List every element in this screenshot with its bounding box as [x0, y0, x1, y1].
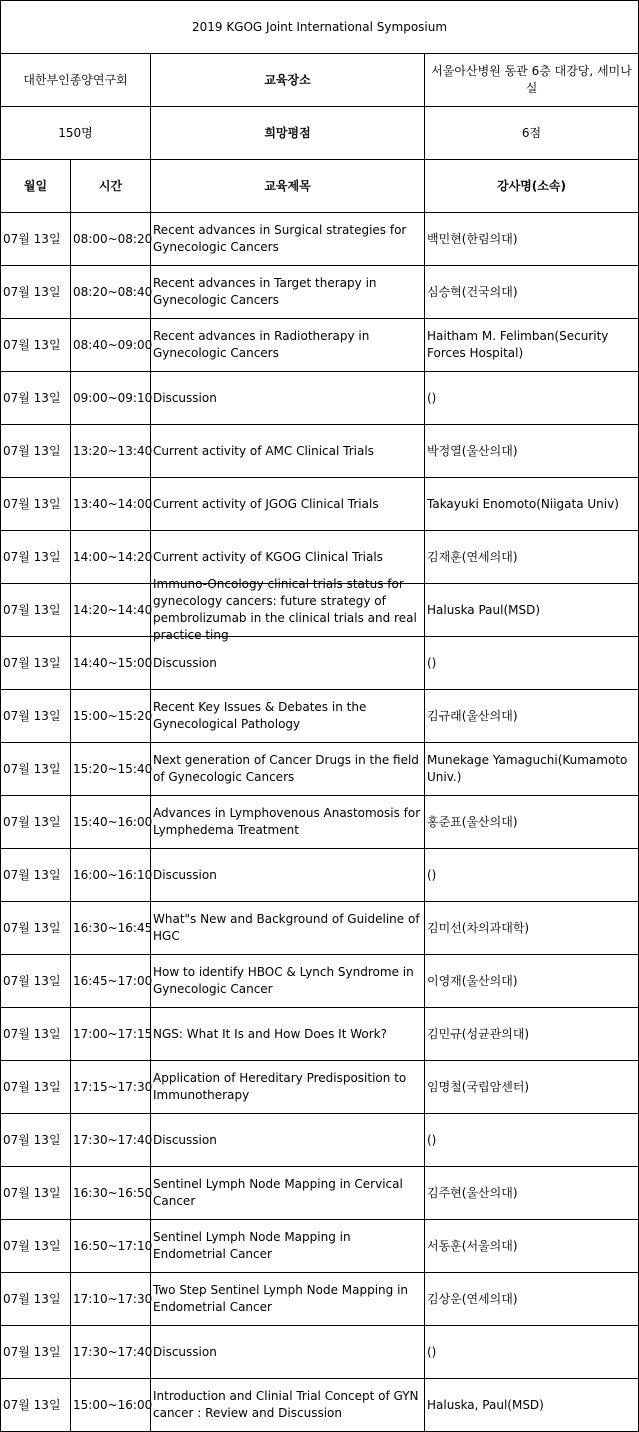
row-time: 08:20~08:40	[71, 266, 151, 319]
row-time: 08:40~09:00	[71, 319, 151, 372]
row-subject: Current activity of KGOG Clinical Trials	[151, 531, 425, 584]
table-row	[1, 1008, 639, 1061]
row-subject: Recent Key Issues & Debates in the Gynecological Pathology	[151, 690, 425, 743]
row-subject: Current activity of AMC Clinical Trials	[151, 425, 425, 478]
row-date: 07월 13일	[1, 213, 71, 266]
row-subject: Application of Hereditary Predisposition to Immunotherapy	[151, 1061, 425, 1114]
row-subject: Discussion	[151, 637, 425, 690]
row-speaker: ()	[425, 1326, 639, 1379]
row-time: 17:15~17:30	[71, 1061, 151, 1114]
row-date: 07월 13일	[1, 1061, 71, 1114]
row-speaker: 심승혁(건국의대)	[425, 266, 639, 319]
row-speaker: 김상운(연세의대)	[425, 1273, 639, 1326]
table-row	[1, 1220, 639, 1273]
row-subject: Recent advances in Surgical strategies for Gynecologic Cancers	[151, 213, 425, 266]
table-row	[1, 584, 639, 637]
row-time: 09:00~09:10	[71, 372, 151, 425]
row-date: 07월 13일	[1, 531, 71, 584]
row-speaker: 서동훈(서울의대)	[425, 1220, 639, 1273]
row-time: 15:20~15:40	[71, 743, 151, 796]
row-subject: Discussion	[151, 849, 425, 902]
row-speaker: 홍준표(울산의대)	[425, 796, 639, 849]
row-subject: Current activity of JGOG Clinical Trials	[151, 478, 425, 531]
row-speaker: 김주현(울산의대)	[425, 1167, 639, 1220]
table-row	[1, 266, 639, 319]
table-row	[1, 1114, 639, 1167]
row-speaker: 김규래(울산의대)	[425, 690, 639, 743]
row-speaker: ()	[425, 372, 639, 425]
location-row	[1, 54, 639, 107]
row-time: 16:30~16:50	[71, 1167, 151, 1220]
capacity-cell: 150명	[1, 107, 151, 160]
row-date: 07월 13일	[1, 425, 71, 478]
capacity-row	[1, 107, 639, 160]
row-date: 07월 13일	[1, 849, 71, 902]
table-row	[1, 425, 639, 478]
table-row	[1, 319, 639, 372]
table-row	[1, 1273, 639, 1326]
row-date: 07월 13일	[1, 1167, 71, 1220]
table-row	[1, 637, 639, 690]
row-date: 07월 13일	[1, 372, 71, 425]
row-date: 07월 13일	[1, 1220, 71, 1273]
rating-label: 희망평점	[151, 107, 425, 160]
row-date: 07월 13일	[1, 902, 71, 955]
row-date: 07월 13일	[1, 266, 71, 319]
table-row	[1, 849, 639, 902]
row-date: 07월 13일	[1, 478, 71, 531]
row-time: 14:40~15:00	[71, 637, 151, 690]
row-time: 17:00~17:15	[71, 1008, 151, 1061]
table-row	[1, 902, 639, 955]
row-subject: Recent advances in Target therapy in Gynecologic Cancers	[151, 266, 425, 319]
row-speaker: Munekage Yamaguchi(Kumamoto Univ.)	[425, 743, 639, 796]
location-label: 교육장소	[151, 54, 425, 107]
row-speaker: 김민규(성균관의대)	[425, 1008, 639, 1061]
table-row	[1, 1061, 639, 1114]
table-row	[1, 372, 639, 425]
row-time: 16:30~16:45	[71, 902, 151, 955]
row-time: 08:00~08:20	[71, 213, 151, 266]
row-date: 07월 13일	[1, 319, 71, 372]
row-time: 16:45~17:00	[71, 955, 151, 1008]
row-subject: Discussion	[151, 1326, 425, 1379]
row-speaker: ()	[425, 849, 639, 902]
location-value: 서울아산병원 동관 6층 대강당, 세미나실	[425, 54, 639, 107]
table-title: 2019 KGOG Joint International Symposium	[1, 1, 639, 54]
row-speaker: 이영재(울산의대)	[425, 955, 639, 1008]
table-row	[1, 796, 639, 849]
table-row	[1, 213, 639, 266]
row-time: 16:00~16:10	[71, 849, 151, 902]
row-speaker: 김재훈(연세의대)	[425, 531, 639, 584]
row-time: 17:30~17:40	[71, 1114, 151, 1167]
row-subject: What"s New and Background of Guideline of HGC	[151, 902, 425, 955]
row-subject: Recent advances in Radiotherapy in Gynecologic Cancers	[151, 319, 425, 372]
row-subject: How to identify HBOC & Lynch Syndrome in Gynecologic Cancer	[151, 955, 425, 1008]
row-subject: Next generation of Cancer Drugs in the field of Gynecologic Cancers	[151, 743, 425, 796]
row-speaker: 임명철(국립암센터)	[425, 1061, 639, 1114]
row-time: 13:20~13:40	[71, 425, 151, 478]
row-subject: Introduction and Clinial Trial Concept of GYN cancer : Review and Discussion	[151, 1379, 425, 1432]
row-date: 07월 13일	[1, 1008, 71, 1061]
row-time: 15:00~15:20	[71, 690, 151, 743]
row-subject: Discussion	[151, 372, 425, 425]
row-subject: Discussion	[151, 1114, 425, 1167]
row-speaker: 백민현(한림의대)	[425, 213, 639, 266]
table-row	[1, 690, 639, 743]
table-row	[1, 955, 639, 1008]
header-row	[1, 160, 639, 213]
row-date: 07월 13일	[1, 637, 71, 690]
row-time: 14:20~14:40	[71, 584, 151, 637]
row-time: 17:30~17:40	[71, 1326, 151, 1379]
row-speaker: Takayuki Enomoto(Niigata Univ)	[425, 478, 639, 531]
table-row	[1, 743, 639, 796]
table-row	[1, 1379, 639, 1432]
header-speaker: 강사명(소속)	[425, 160, 639, 213]
row-speaker: Haitham M. Felimban(Security Forces Hospital)	[425, 319, 639, 372]
row-speaker: 김미선(차의과대학)	[425, 902, 639, 955]
rating-value: 6점	[425, 107, 639, 160]
row-speaker: Haluska Paul(MSD)	[425, 584, 639, 637]
row-speaker: ()	[425, 637, 639, 690]
header-subject: 교육제목	[151, 160, 425, 213]
row-date: 07월 13일	[1, 743, 71, 796]
row-subject: Sentinel Lymph Node Mapping in Cervical Cancer	[151, 1167, 425, 1220]
row-date: 07월 13일	[1, 690, 71, 743]
table-row	[1, 1326, 639, 1379]
table-row	[1, 1167, 639, 1220]
organizer-cell: 대한부인종양연구회	[1, 54, 151, 107]
row-subject: Immuno-Oncology clinical trials status for gynecology cancers: future strategy of pembrolizumab in the clinical trials and real practice ting	[151, 584, 425, 637]
row-date: 07월 13일	[1, 1114, 71, 1167]
row-subject: Advances in Lymphovenous Anastomosis for Lymphedema Treatment	[151, 796, 425, 849]
row-subject: NGS: What It Is and How Does It Work?	[151, 1008, 425, 1061]
row-date: 07월 13일	[1, 1326, 71, 1379]
row-time: 14:00~14:20	[71, 531, 151, 584]
header-time: 시간	[71, 160, 151, 213]
row-speaker: Haluska, Paul(MSD)	[425, 1379, 639, 1432]
row-time: 13:40~14:00	[71, 478, 151, 531]
row-date: 07월 13일	[1, 955, 71, 1008]
row-date: 07월 13일	[1, 796, 71, 849]
row-time: 15:00~16:00	[71, 1379, 151, 1432]
row-time: 16:50~17:10	[71, 1220, 151, 1273]
row-subject: Sentinel Lymph Node Mapping in Endometrial Cancer	[151, 1220, 425, 1273]
row-date: 07월 13일	[1, 1273, 71, 1326]
row-date: 07월 13일	[1, 1379, 71, 1432]
row-date: 07월 13일	[1, 584, 71, 637]
title-row	[1, 1, 639, 54]
header-date: 월일	[1, 160, 71, 213]
table-row	[1, 478, 639, 531]
row-speaker: 박정열(울산의대)	[425, 425, 639, 478]
row-subject: Two Step Sentinel Lymph Node Mapping in Endometrial Cancer	[151, 1273, 425, 1326]
row-speaker: ()	[425, 1114, 639, 1167]
row-time: 15:40~16:00	[71, 796, 151, 849]
row-time: 17:10~17:30	[71, 1273, 151, 1326]
